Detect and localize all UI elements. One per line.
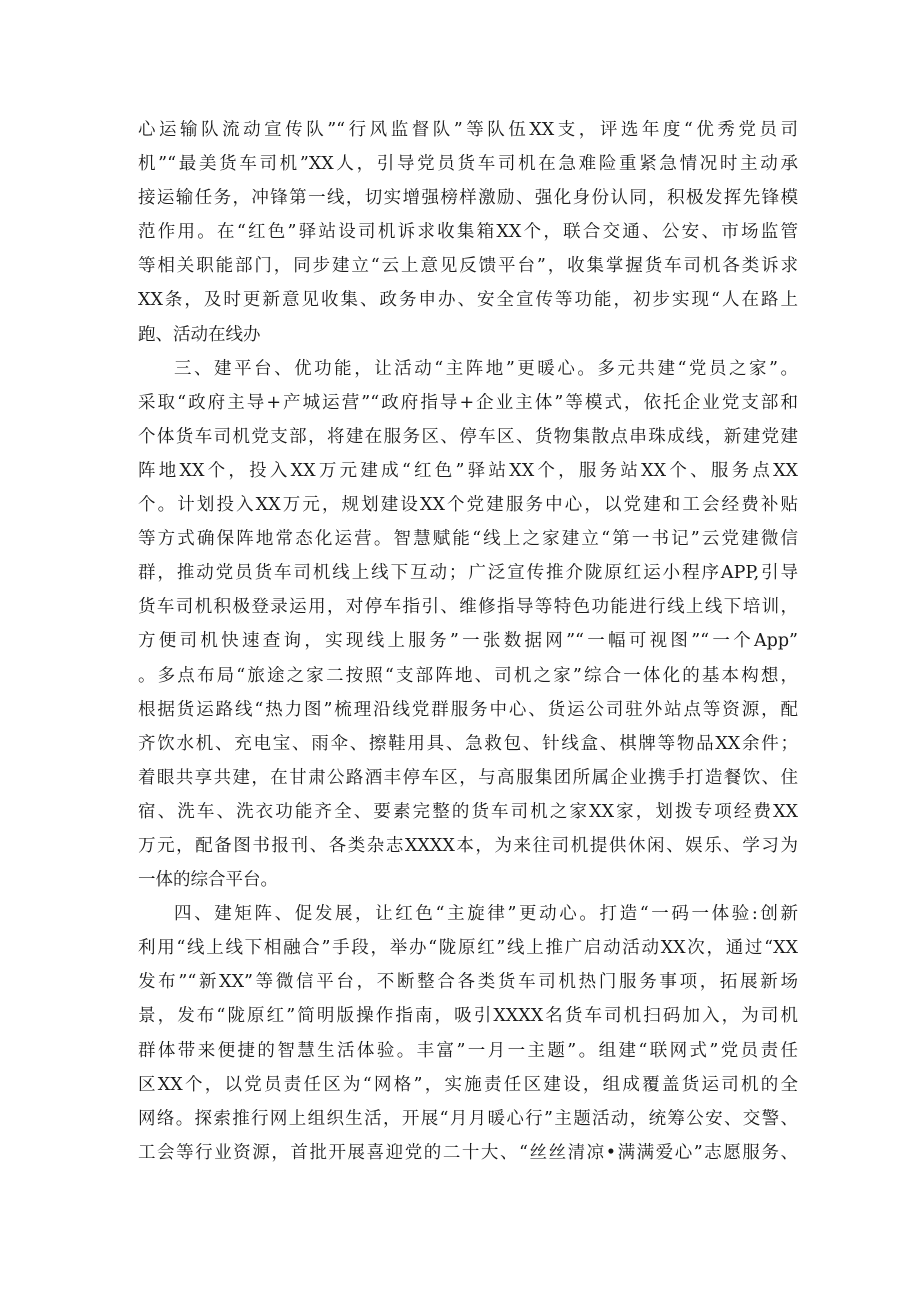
paragraph-line: 范作用。在“红色”驿站设司机诉求收集箱XX个，联合交通、公安、市场监管 bbox=[138, 222, 798, 243]
paragraph-3 bbox=[138, 897, 798, 1170]
paragraph-line: 等相关职能部门，同步建立“云上意见反馈平台”，收集掌握货车司机各类诉求 bbox=[138, 256, 798, 277]
document-body bbox=[138, 113, 798, 1170]
paragraph-line: 方便司机快速查询，实现线上服务”一张数据网”“一幅可视图”“一个App” bbox=[138, 631, 798, 652]
paragraph-line: 景，发布“陇原红”简明版操作指南，吸引XXXX名货车司机扫码加入，为司机 bbox=[138, 1006, 798, 1027]
paragraph-line: 机”“最美货车司机”XX人，引导党员货车司机在急难险重紧急情况时主动承 bbox=[138, 154, 798, 175]
paragraph-line: 着眼共享共建，在甘肃公路酒丰停车区，与高服集团所属企业携手打造餐饮、住 bbox=[138, 767, 798, 788]
paragraph-line: 个体货车司机党支部，将建在服务区、停车区、货物集散点串珠成线，新建党建 bbox=[138, 426, 798, 447]
paragraph-line: 区XX个，以党员责任区为“网格”，实施责任区建设，组成覆盖货运司机的全 bbox=[138, 1074, 798, 1095]
paragraph-line: 利用“线上线下相融合”手段，举办“陇原红”线上推广启动活动XX次，通过“XX bbox=[138, 938, 798, 959]
paragraph-line: 采取“政府主导+产城运营”“政府指导+企业主体”等模式，依托企业党支部和 bbox=[138, 392, 798, 413]
paragraph-line: XX条，及时更新意见收集、政务申办、安全宣传等功能，初步实现“人在路上 bbox=[138, 290, 798, 311]
paragraph-1 bbox=[138, 113, 798, 352]
paragraph-line: 根据货运路线“热力图”梳理沿线党群服务中心、货运公司驻外站点等资源，配 bbox=[138, 699, 798, 720]
paragraph-line: 跑、活动在线办 bbox=[138, 324, 261, 345]
paragraph-line: 群，推动党员货车司机线上线下互动；广泛宣传推介陇原红运小程序APP,引导 bbox=[138, 563, 798, 584]
paragraph-line: 货车司机积极登录运用，对停车指引、维修指导等特色功能进行线上线下培训， bbox=[138, 597, 798, 618]
paragraph-line: 齐饮水机、充电宝、雨伞、擦鞋用具、急救包、针线盒、棋牌等物品XX余件； bbox=[138, 733, 798, 754]
paragraph-line: 阵地XX个，投入XX万元建成“红色”驿站XX个，服务站XX个、服务点XX bbox=[138, 460, 798, 481]
paragraph-line: 三、建平台、优功能，让活动“主阵地”更暖心。多元共建“党员之家”。 bbox=[174, 358, 798, 379]
paragraph-line: 发布”“新XX”等微信平台，不断整合各类货车司机热门服务事项，拓展新场 bbox=[138, 972, 798, 993]
paragraph-line: 一体的综合平台。 bbox=[138, 870, 278, 891]
paragraph-line: 等方式确保阵地常态化运营。智慧赋能“线上之家建立“第一书记”云党建微信 bbox=[138, 529, 798, 550]
paragraph-line: 心运输队流动宣传队”“行风监督队”等队伍XX支，评选年度“优秀党员司 bbox=[138, 120, 798, 140]
paragraph-line: 个。计划投入XX万元，规划建设XX个党建服务中心，以党建和工会经费补贴 bbox=[138, 495, 798, 516]
paragraph-line: 工会等行业资源，首批开展喜迎党的二十大、“丝丝清凉•满满爱心”志愿服务、 bbox=[138, 1142, 798, 1163]
paragraph-2 bbox=[138, 352, 798, 898]
paragraph-line: 接运输任务，冲锋第一线，切实增强榜样激励、强化身份认同，积极发挥先锋模 bbox=[138, 188, 798, 209]
paragraph-line: 群体带来便捷的智慧生活体验。丰富”一月一主题”。组建“联网式”党员责任 bbox=[138, 1040, 798, 1061]
paragraph-line: 宿、洗车、洗衣功能齐全、要素完整的货车司机之家XX家，划拨专项经费XX bbox=[138, 801, 798, 822]
paragraph-line: 网络。探索推行网上组织生活，开展“月月暖心行”主题活动，统筹公安、交警、 bbox=[138, 1108, 798, 1129]
paragraph-line: 万元，配备图书报刊、各类杂志XXXX本，为来往司机提供休闲、娱乐、学习为 bbox=[138, 835, 798, 856]
paragraph-line: 四、建矩阵、促发展，让红色“主旋律”更动心。打造“一码一体验:创新 bbox=[174, 904, 798, 925]
paragraph-line: 。多点布局“旅途之家二按照“支部阵地、司机之家”综合一体化的基本构想， bbox=[138, 665, 798, 686]
